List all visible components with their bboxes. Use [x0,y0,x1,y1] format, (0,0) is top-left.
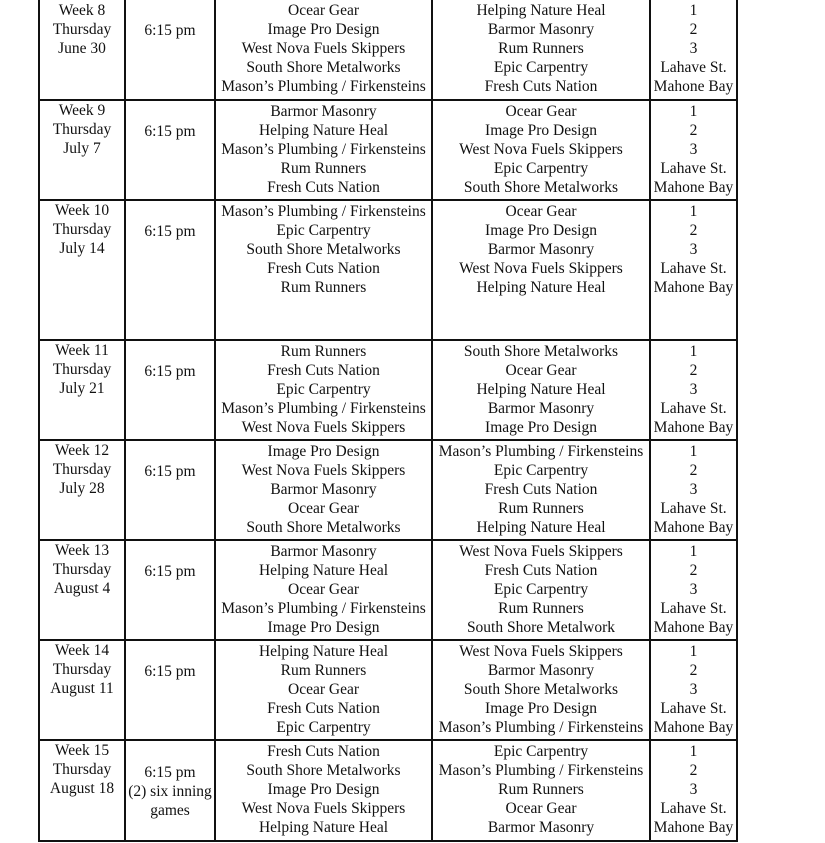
away-team: West Nova Fuels Skippers [459,643,623,660]
home-team: Rum Runners [280,662,367,679]
field-cell [650,200,737,340]
home-team: Ocear Gear [288,2,359,19]
field-label: 2 [689,362,698,379]
away-team: Helping Nature Heal [476,279,606,296]
date-label: July 7 [63,140,101,157]
week-row [39,340,737,440]
week-label: Week 8 [58,2,106,19]
away-teams-cell [432,0,650,100]
away-team: Ocear Gear [505,800,577,817]
field-label: 1 [689,743,698,760]
away-team: Epic Carpentry [493,59,589,76]
field-label: 3 [689,481,698,498]
field-label: 1 [689,343,698,360]
game-time: games [150,802,190,819]
home-team: Mason’s Plumbing / Firkensteins [221,600,426,617]
date-label: June 30 [58,40,106,57]
field-label: Mahone Bay [653,819,734,836]
date-label: August 4 [53,580,111,597]
away-team: Image Pro Design [485,419,597,436]
day-label: Thursday [52,21,112,38]
home-team: South Shore Metalworks [246,241,401,258]
home-team: Helping Nature Heal [258,122,389,139]
away-team: Mason’s Plumbing / Firkensteins [438,443,644,460]
field-label: 1 [689,643,698,660]
away-teams-cell [432,100,650,200]
away-team: Mason’s Plumbing / Firkensteins [438,719,644,736]
week-row [39,640,737,740]
field-label: 2 [689,462,698,479]
field-label: 1 [689,443,698,460]
time-cell [125,0,215,100]
field-label: 3 [689,141,698,158]
home-team: Rum Runners [280,279,367,296]
game-time: 6:15 pm [144,663,196,680]
home-team: Image Pro Design [267,21,380,38]
field-label: Mahone Bay [653,519,734,536]
away-teams-cell [432,440,650,540]
field-label: 1 [689,103,698,120]
field-label: 3 [689,381,698,398]
away-team: Barmor Masonry [487,400,595,417]
field-label: 1 [689,203,698,220]
away-teams-cell [432,740,650,841]
week-row [39,0,737,100]
home-team: Mason’s Plumbing / Firkensteins [221,400,426,417]
away-team: Barmor Masonry [487,662,595,679]
date-label: July 21 [59,380,105,397]
home-team: Fresh Cuts Nation [267,260,380,277]
game-time: 6:15 pm [144,123,196,140]
date-cell [39,740,125,841]
field-label: Lahave St. [660,160,727,177]
home-team: West Nova Fuels Skippers [241,462,406,479]
away-team: Helping Nature Heal [476,519,606,536]
home-team: Barmor Masonry [270,543,377,560]
away-team: South Shore Metalwork [466,619,616,636]
week-label: Week 10 [54,202,110,219]
week-row [39,440,737,540]
field-label: 3 [689,681,698,698]
away-team: West Nova Fuels Skippers [459,543,623,560]
week-label: Week 11 [55,342,109,359]
date-label: August 18 [49,780,115,797]
home-team: Image Pro Design [267,619,380,636]
game-time: 6:15 pm [144,363,196,380]
field-label: 3 [689,40,698,57]
away-team: Image Pro Design [485,122,597,139]
field-label: Lahave St. [660,500,727,517]
away-team: Ocear Gear [505,362,577,379]
home-team: Barmor Masonry [270,103,377,120]
home-team: Epic Carpentry [276,222,371,239]
time-cell [125,640,215,740]
home-teams-cell [215,540,432,640]
home-team: Image Pro Design [267,781,380,798]
away-team: West Nova Fuels Skippers [459,141,623,158]
field-label: Mahone Bay [653,78,734,95]
away-team: Mason’s Plumbing / Firkensteins [438,762,644,779]
game-time: 6:15 pm [144,563,196,580]
home-teams-cell [215,100,432,200]
week-label: Week 14 [54,642,110,659]
away-team: Rum Runners [498,500,584,517]
home-team: Ocear Gear [288,581,359,598]
home-team: West Nova Fuels Skippers [241,419,406,436]
away-team: Helping Nature Heal [476,381,606,398]
date-cell [39,100,125,200]
game-time: (2) six inning [128,783,212,800]
game-time: 6:15 pm [144,22,196,39]
away-team: Fresh Cuts Nation [484,78,598,95]
date-label: July 28 [59,480,105,497]
home-team: Mason’s Plumbing / Firkensteins [221,78,426,95]
time-cell [125,440,215,540]
schedule-body [39,0,737,841]
week-label: Week 13 [54,542,110,559]
week-row [39,200,737,340]
away-team: Fresh Cuts Nation [484,562,598,579]
week-label: Week 15 [54,742,110,759]
home-team: Rum Runners [280,343,367,360]
home-team: West Nova Fuels Skippers [241,800,406,817]
home-team: Fresh Cuts Nation [267,700,380,717]
game-time: 6:15 pm [144,463,196,480]
away-team: Image Pro Design [485,700,597,717]
away-team: Barmor Masonry [487,21,595,38]
home-team: Barmor Masonry [270,481,377,498]
away-team: Epic Carpentry [493,743,589,760]
time-cell [125,100,215,200]
home-teams-cell [215,340,432,440]
field-label: 2 [689,762,698,779]
away-team: South Shore Metalworks [463,681,619,698]
time-cell [125,200,215,340]
away-team: West Nova Fuels Skippers [459,260,623,277]
home-team: Helping Nature Heal [258,643,389,660]
home-team: Mason’s Plumbing / Firkensteins [221,203,426,220]
away-team: Ocear Gear [505,203,577,220]
home-team: Helping Nature Heal [258,819,389,836]
field-label: Lahave St. [660,400,727,417]
home-team: Helping Nature Heal [258,562,389,579]
home-team: South Shore Metalworks [246,762,401,779]
date-cell [39,640,125,740]
field-label: Lahave St. [660,600,727,617]
time-cell [125,340,215,440]
field-label: 2 [689,662,698,679]
date-cell [39,440,125,540]
away-team: Barmor Masonry [487,241,595,258]
field-cell [650,440,737,540]
field-cell [650,640,737,740]
field-label: Mahone Bay [653,179,734,196]
away-teams-cell [432,200,650,340]
field-label: Mahone Bay [653,719,734,736]
day-label: Thursday [52,361,112,378]
date-label: July 14 [59,240,105,257]
home-teams-cell [215,200,432,340]
field-label: Mahone Bay [653,619,734,636]
away-team: Fresh Cuts Nation [484,481,598,498]
home-team: Mason’s Plumbing / Firkensteins [221,141,426,158]
field-cell [650,0,737,100]
home-teams-cell [215,740,432,841]
field-label: Lahave St. [660,260,727,277]
schedule-table [38,0,738,842]
home-team: Epic Carpentry [276,381,371,398]
home-teams-cell [215,0,432,100]
away-team: Rum Runners [498,781,584,798]
field-cell [650,540,737,640]
field-cell [650,740,737,841]
home-team: West Nova Fuels Skippers [241,40,406,57]
away-team: Helping Nature Heal [476,2,606,19]
away-team: Image Pro Design [485,222,597,239]
away-team: South Shore Metalworks [463,343,619,360]
date-label: August 11 [50,680,114,697]
day-label: Thursday [52,661,112,678]
day-label: Thursday [52,221,112,238]
field-label: Lahave St. [660,59,727,76]
field-label: 3 [689,781,698,798]
away-teams-cell [432,640,650,740]
field-cell [650,100,737,200]
week-row [39,540,737,640]
home-team: Image Pro Design [267,443,380,460]
away-team: Barmor Masonry [487,819,595,836]
day-label: Thursday [52,461,112,478]
home-team: Fresh Cuts Nation [267,362,380,379]
date-cell [39,340,125,440]
home-teams-cell [215,640,432,740]
week-label: Week 9 [58,102,106,119]
date-cell [39,200,125,340]
away-team: Epic Carpentry [493,581,589,598]
field-label: 2 [689,21,698,38]
away-team: Rum Runners [498,600,584,617]
time-cell [125,540,215,640]
day-label: Thursday [52,561,112,578]
week-label: Week 12 [54,442,110,459]
date-cell [39,0,125,100]
game-time: 6:15 pm [144,764,196,781]
field-label: Mahone Bay [653,279,734,296]
home-team: Fresh Cuts Nation [267,179,380,196]
game-time: 6:15 pm [144,223,196,240]
week-row [39,740,737,841]
time-cell [125,740,215,841]
week-row [39,100,737,200]
field-label: Lahave St. [660,700,727,717]
away-teams-cell [432,340,650,440]
away-team: Rum Runners [498,40,584,57]
home-team: Ocear Gear [288,681,359,698]
away-team: Epic Carpentry [493,462,589,479]
field-label: Lahave St. [660,800,727,817]
date-cell [39,540,125,640]
field-label: 2 [689,122,698,139]
away-teams-cell [432,540,650,640]
away-team: Ocear Gear [505,103,577,120]
away-team: South Shore Metalworks [463,179,619,196]
home-team: Rum Runners [280,160,367,177]
away-team: Epic Carpentry [493,160,589,177]
home-team: South Shore Metalworks [246,59,401,76]
field-label: 2 [689,562,698,579]
field-label: 1 [689,543,698,560]
field-label: 2 [689,222,698,239]
home-team: Epic Carpentry [276,719,371,736]
home-team: Ocear Gear [288,500,359,517]
field-label: 3 [689,241,698,258]
day-label: Thursday [52,761,112,778]
day-label: Thursday [52,121,112,138]
home-team: South Shore Metalworks [246,519,401,536]
field-label: Mahone Bay [653,419,734,436]
home-teams-cell [215,440,432,540]
home-team: Fresh Cuts Nation [267,743,380,760]
field-label: 1 [689,2,698,19]
field-label: 3 [689,581,698,598]
field-cell [650,340,737,440]
